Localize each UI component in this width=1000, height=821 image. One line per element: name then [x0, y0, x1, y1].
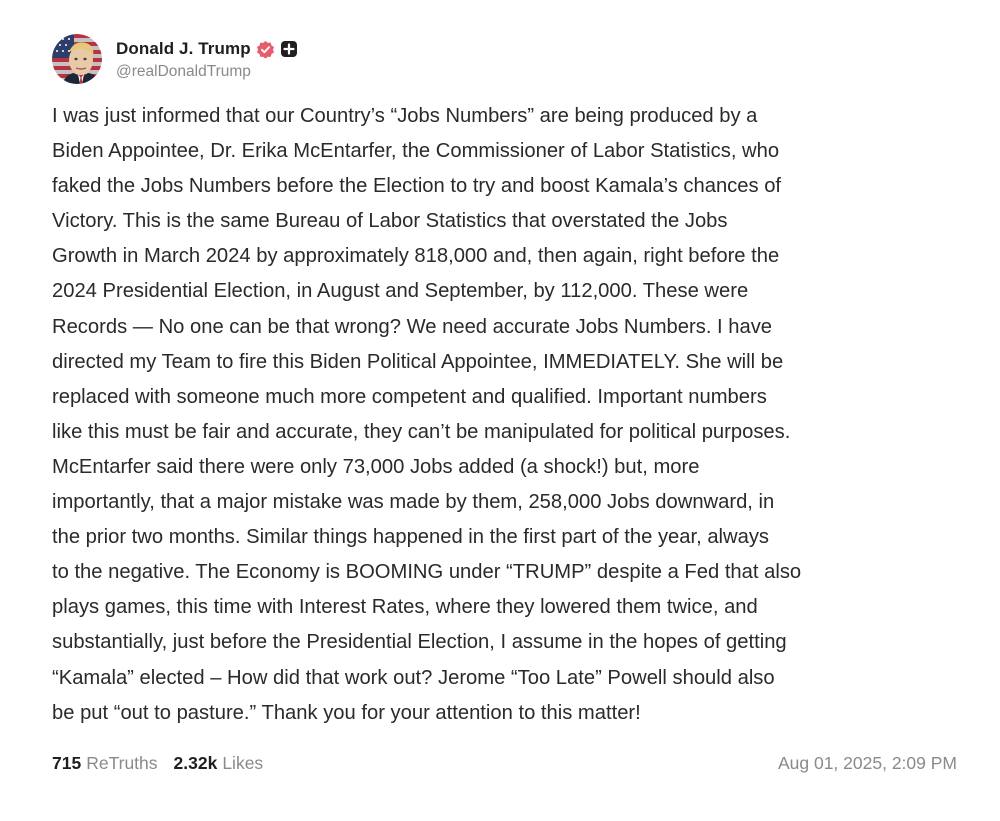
post-body-line: faked the Jobs Numbers before the Election to try and boost Kamala’s chances of — [52, 175, 782, 198]
post-body — [52, 99, 962, 731]
post-body-line: be put “out to pasture.” Thank you for your attention to this matter! — [52, 701, 641, 724]
name-row — [116, 37, 298, 61]
post-body-line: importantly, that a major mistake was made by them, 258,000 Jobs downward, in — [52, 491, 775, 514]
post-body-line: “Kamala” elected – How did that work out? Jerome “Too Late” Powell should also — [52, 666, 775, 689]
author-identity — [116, 37, 298, 81]
post-body-line: plays games, this time with Interest Rates, where they lowered them twice, and — [52, 596, 758, 619]
user-handle[interactable]: @realDonaldTrump — [116, 63, 251, 80]
plus-badge-icon — [280, 40, 298, 58]
likes-stat[interactable] — [174, 753, 264, 774]
post-header — [52, 34, 298, 84]
display-name[interactable]: Donald J. Trump — [116, 39, 251, 58]
post-timestamp[interactable]: Aug 01, 2025, 2:09 PM — [777, 753, 957, 773]
retruths-label: ReTruths — [86, 753, 158, 773]
avatar-photo-icon — [52, 34, 102, 84]
post-body-line: Records — No one can be that wrong? We need accurate Jobs Numbers. I have — [52, 315, 773, 338]
post-body-line: 2024 Presidential Election, in August and September, by 112,000. These were — [52, 280, 749, 303]
verified-badge-icon — [256, 40, 275, 59]
post-body-line: replaced with someone much more competent and qualified. Important numbers — [52, 385, 767, 408]
retruths-count: 715 — [52, 753, 82, 773]
post-body-line: Biden Appointee, Dr. Erika McEntarfer, the Commissioner of Labor Statistics, who — [52, 140, 780, 163]
likes-count: 2.32k — [173, 753, 218, 773]
post-body-line: substantially, just before the Presidential Election, I assume in the hopes of getting — [52, 631, 787, 654]
avatar[interactable] — [52, 34, 102, 84]
post-body-line: directed my Team to fire this Biden Political Appointee, IMMEDIATELY. She will be — [52, 350, 784, 373]
post-body-line: Victory. This is the same Bureau of Labor Statistics that overstated the Jobs — [52, 210, 728, 233]
post-body-line: I was just informed that our Country’s “Jobs Numbers” are being produced by a — [52, 105, 758, 127]
post-body-line: like this must be fair and accurate, they can’t be manipulated for political purposes. — [52, 420, 791, 443]
post-body-line: Growth in March 2024 by approximately 818,000 and, then again, right before the — [52, 245, 780, 268]
post-footer — [52, 753, 957, 774]
post-body-line: McEntarfer said there were only 73,000 Jobs added (a shock!) but, more — [52, 455, 700, 478]
post-body-line: the prior two months. Similar things happened in the first part of the year, always — [52, 526, 770, 549]
post-body-line: to the negative. The Economy is BOOMING under “TRUMP” despite a Fed that also — [52, 561, 802, 584]
likes-label: Likes — [222, 753, 264, 773]
retruths-stat[interactable] — [52, 753, 158, 774]
